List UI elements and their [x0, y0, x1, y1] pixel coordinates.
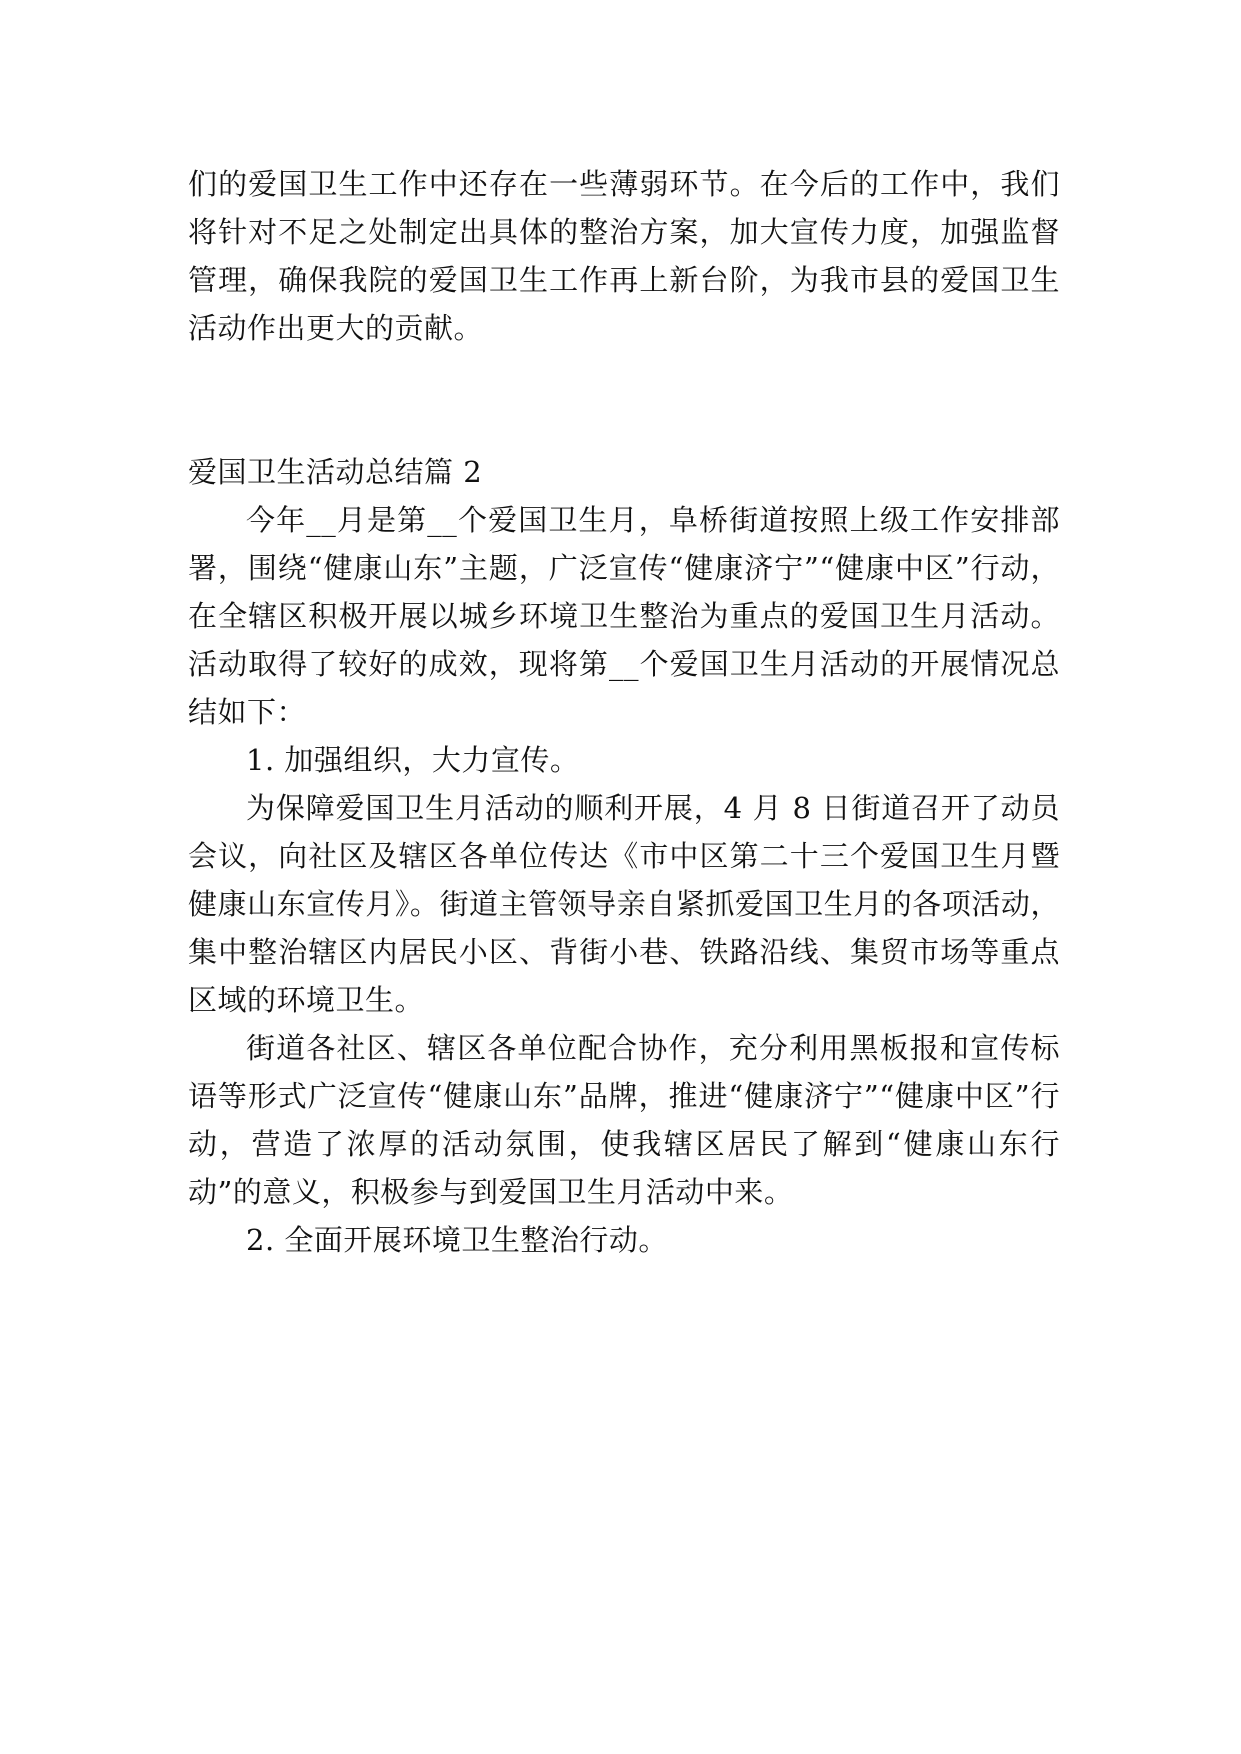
section-spacer: [188, 352, 1060, 448]
paragraph-intro: 今年__月是第__个爱国卫生月，阜桥街道按照上级工作安排部署，围绕“健康山东”主题，广泛宣传“健康济宁”“健康中区”行动，在全辖区积极开展以城乡环境卫生整治为重点的爱国卫生月活动。活动取得了较好的成效，现将第__个爱国卫生月活动的开展情况总结如下：: [188, 503, 1060, 729]
section-title: 爱国卫生活动总结篇 2: [188, 455, 483, 489]
continued-paragraph: 们的爱国卫生工作中还存在一些薄弱环节。在今后的工作中，我们将针对不足之处制定出具体的整治方案，加大宣传力度，加强监督管理，确保我院的爱国卫生工作再上新台阶，为我市县的爱国卫生活动作出更大的贡献。: [188, 167, 1060, 345]
paragraph-item-2-heading: 2. 全面开展环境卫生整治行动。: [246, 1223, 668, 1257]
paragraph-meeting: 为保障爱国卫生月活动的顺利开展，4 月 8 日街道召开了动员会议，向社区及辖区各单位传达《市中区第二十三个爱国卫生月暨健康山东宣传月》。街道主管领导亲自紧抓爱国卫生月的各项活动，集中整治辖区内居民小区、背街小巷、铁路沿线、集贸市场等重点区域的环境卫生。: [188, 791, 1060, 1017]
paragraph-publicity: 街道各社区、辖区各单位配合协作，充分利用黑板报和宣传标语等形式广泛宣传“健康山东”品牌，推进“健康济宁”“健康中区”行动，营造了浓厚的活动氛围，使我辖区居民了解到“健康山东行动”的意义，积极参与到爱国卫生月活动中来。: [188, 1031, 1060, 1209]
document-body: [188, 160, 1060, 1264]
paragraph-item-1-heading: 1. 加强组织，大力宣传。: [246, 743, 580, 777]
